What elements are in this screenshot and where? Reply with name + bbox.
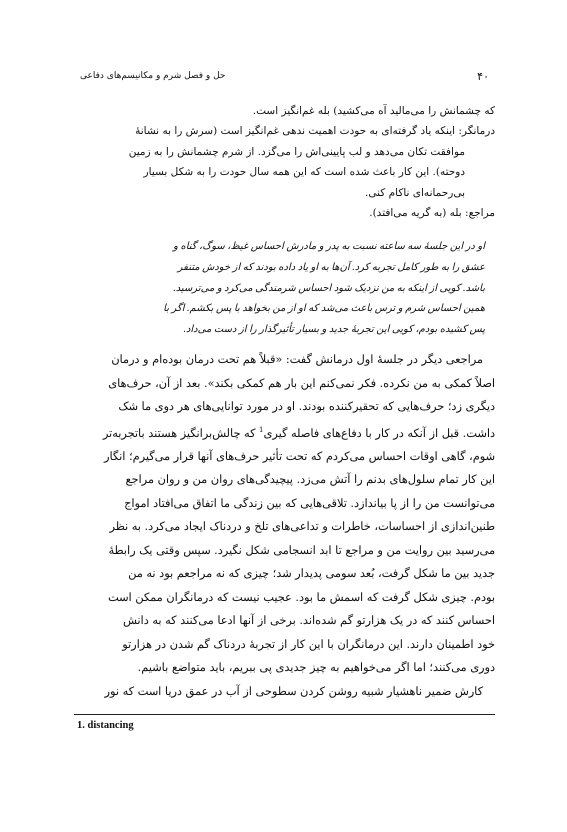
quote-line: عشق را به طور کامل تجربه کرد. آن‌ها به او یاد داده بودند که از خودش متنفر xyxy=(177,262,485,274)
quote-line: باشد. کویی از اینکه به من نزدیک شود احساس شرمندگی می‌کرد و می‌ترسید. xyxy=(173,282,485,294)
body-line: شوم، گاهی اوقات احساس می‌کردم که تحت تأثیر حرف‌های آنها قرار می‌گیرم؛ انگار xyxy=(104,449,495,463)
body-line-part: داشت. قبل از آنکه در کار با دفاع‌های فاصله گیری xyxy=(263,426,495,440)
dialogue-line: بی‌رحمانه‌ای ناکام کنی. xyxy=(365,186,465,199)
body-line: طنین‌اندازی از احساسات، خاطرات و تداعی‌های تلخ و دردناک ایجاد می‌کرد. به نظر xyxy=(109,520,495,534)
body-line xyxy=(74,419,495,445)
body-line: خود اطمینان دارند. این درمانگران با این کار از تجربهٔ دردناک گم شدن در هزارتو xyxy=(122,637,495,651)
footnote-divider xyxy=(74,714,495,715)
body-line: این کار تمام سلول‌های بدنم را آتش می‌زد. پیچیدگی‌های روان من و روان مراجع xyxy=(125,473,495,487)
body-line: دیگری زد؛ حرف‌هایی که تحقیرکننده بودند. او در مورد توانایی‌های هر دوی ما شک xyxy=(118,400,495,414)
footnote-marker[interactable]: 1 xyxy=(259,425,264,434)
body-line: کارش ضمیر ناهشیار شبیه روشن کردن سطوحی از آب در عمق دریا است که نور xyxy=(104,684,483,698)
quote-line: همین احساس شرم و ترس باعث می‌شد که او از من بخواهد با پس بکشم. اگر با xyxy=(163,303,485,315)
dialogue-section xyxy=(74,101,495,223)
page-number: ۴۰ xyxy=(477,70,489,83)
block-quote xyxy=(74,237,495,340)
body-paragraph xyxy=(74,348,495,703)
body-line: بودم. چیزی شکل گرفت که اسمش ما بود. عجیب نیست که درمانگران ممکن است xyxy=(107,590,495,604)
footnote: 1. distancing xyxy=(77,720,134,731)
body-line: مراجعی دیگر در جلسهٔ اول درمانش گفت: «قبلاً هم تحت درمان بوده‌ام و درمان xyxy=(111,353,483,367)
dialogue-line: دوحته). این کار باعث شده است که این همه سال حودت را به شکل بسیار xyxy=(143,166,465,179)
page-header xyxy=(80,70,489,88)
dialogue-line: موافقت تکان می‌دهد و لب پایینی‌اش را می‌گزد. از شرم چشمانش را به زمین xyxy=(128,145,465,158)
body-line: جدید بین ما شکل گرفت، بُعد سومی پدیدار شد؛ چیزی که نه مراجعم بود نه من xyxy=(128,567,495,581)
dialogue-line: درمانگر: اینکه یاد گرفته‌ای به حودت اهمیت ندهی غم‌انگیز است (سرش را به نشانهٔ xyxy=(135,125,495,138)
dialogue-line: که چشمانش را می‌مالید آه می‌کشید) بله غم‌انگیز است. xyxy=(252,105,495,117)
body-line: می‌توانست من را از پا بیاندازد. تلاقی‌هایی که بین زندگی ما اتفاق می‌افتاد امواج xyxy=(124,496,495,510)
dialogue-line: مراجع: بله (به گریه می‌افتد). xyxy=(369,207,495,220)
quote-line: او در این جلسهٔ سه ساعته نسبت به پدر و مادرش احساس غیظ، سوگ، گناه و xyxy=(173,241,485,253)
body-line: احساس کنند که در یک هزارتو گم شده‌اند. برخی از آنها ادعا می‌کنند که به دانش xyxy=(123,614,495,628)
body-line: اصلاً کمکی به من نکرده. فکر نمی‌کنم این بار هم کمکی بکند». بعد از آن، حرف‌های xyxy=(108,376,495,390)
body-line: دوری می‌کنند؛ اما اگر می‌خواهیم به چیز جدیدی پی ببریم، باید متواضع باشیم. xyxy=(137,661,495,675)
page-content xyxy=(74,101,495,703)
running-title: حل و فصل شرم و مکانیسم‌های دفاعی xyxy=(80,71,226,81)
quote-line: پس کشیده بودم، کویی این تجربهٔ جدید و بسیار تأثیرگذار را از دست می‌داد. xyxy=(183,323,485,335)
body-line: می‌رسید بین روایت من و مراجع تا ابد انسجامی شکل نگیرد. سپس وقتی یک رابطهٔ xyxy=(108,543,495,557)
body-line-part: که چالش‌برانگیز هستند باتجربه‌تر xyxy=(102,426,260,440)
